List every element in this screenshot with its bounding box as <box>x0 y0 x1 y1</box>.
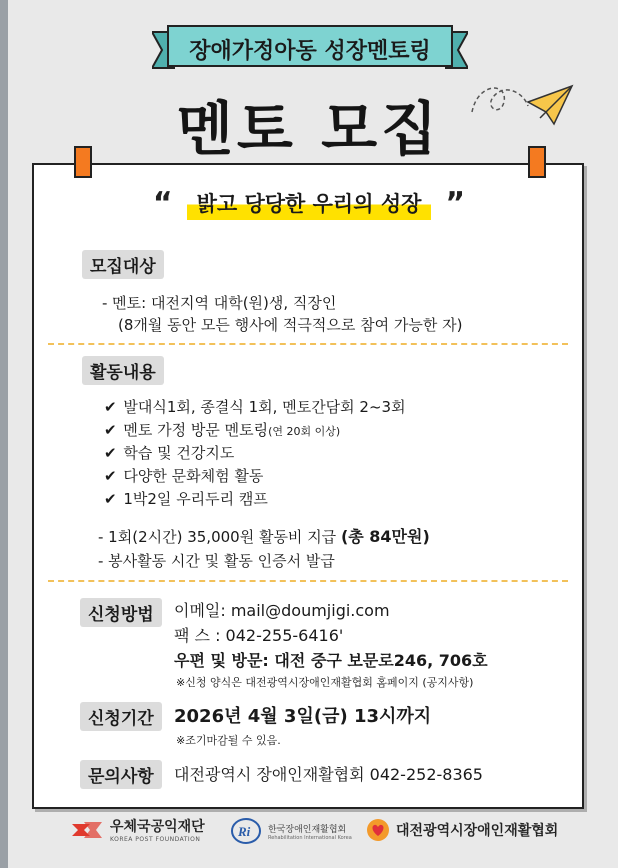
activity-item <box>104 419 340 440</box>
divider-1 <box>48 343 568 345</box>
left-pin <box>74 146 92 178</box>
title-ribbon <box>152 22 468 76</box>
recruit-label: 모집대상 <box>82 250 164 279</box>
check-icon: ✔ <box>104 467 117 485</box>
apply-label: 신청방법 <box>80 598 162 627</box>
ri-mark: Ri <box>238 824 251 839</box>
right-pin <box>528 146 546 178</box>
recruit-line-1: - 멘토: 대전지역 대학(원)생, 직장인 <box>102 294 337 312</box>
contact-text: 대전광역시 장애인재활협회 042-252-8365 <box>174 765 483 784</box>
ribbon-label: 장애가정아동 성장멘토링 <box>189 38 431 64</box>
postal-name: 우체국공익재단 <box>110 819 205 835</box>
period-date: 2026년 4월 3일(금) 13시까지 <box>174 706 432 727</box>
apply-fax: 팩 스 : 042-255-6416' <box>174 626 344 645</box>
slogan <box>0 180 618 226</box>
activities-label: 활동내용 <box>82 356 164 385</box>
recruit-line-2: (8개월 동안 모든 행사에 적극적으로 참여 가능한 자) <box>118 316 463 334</box>
check-icon: ✔ <box>104 490 117 508</box>
volunteer-line: - 봉사활동 시간 및 활동 인증서 발급 <box>98 552 335 570</box>
apply-visit: 우편 및 방문: 대전 중구 보문로246, 706호 <box>174 651 488 670</box>
ri-sub: Rehabilitation International Korea <box>268 834 352 841</box>
activity-note: (연 20회 이상) <box>268 425 341 438</box>
page-title: 멘토 모집 <box>176 95 442 163</box>
footer-logos <box>0 814 618 850</box>
activity-text: 1박2일 우리두리 캠프 <box>123 490 268 508</box>
postal-foundation-logo <box>70 816 205 843</box>
period-note: ※조기마감될 수 있음. <box>176 734 281 747</box>
slogan-text: 밝고 당당한 우리의 성장 <box>187 186 432 220</box>
activity-text: 학습 및 건강지도 <box>123 444 235 462</box>
apply-note: ※신청 양식은 대전광역시장애인재활협회 홈페이지 (공지사항) <box>176 676 474 689</box>
activity-text: 발대식1회, 종결식 1회, 멘토간담회 2~3회 <box>123 398 406 416</box>
postal-logo-icon <box>70 818 104 842</box>
activity-text: 다양한 문화체험 활동 <box>123 467 264 485</box>
pay-line <box>98 524 430 547</box>
activity-text: 멘토 가정 방문 멘토링 <box>123 421 269 439</box>
heart-logo-icon <box>366 818 390 842</box>
ri-korea-logo <box>230 816 352 846</box>
check-icon: ✔ <box>104 398 117 416</box>
apply-email: 이메일: mail@doumjigi.com <box>174 601 390 620</box>
contact-label: 문의사항 <box>80 760 162 789</box>
activity-item <box>104 396 406 417</box>
activity-item <box>104 442 234 463</box>
open-quote: “ <box>152 185 173 221</box>
pay-text: - 1회(2시간) 35,000원 활동비 지급 <box>98 528 341 546</box>
paper-plane-icon <box>468 72 578 142</box>
pay-total: (총 84만원) <box>340 527 430 546</box>
ri-logo-icon <box>230 816 262 846</box>
activity-item <box>104 488 268 509</box>
daejeon-association-logo <box>366 818 558 842</box>
check-icon: ✔ <box>104 444 117 462</box>
daejeon-name: 대전광역시장애인재활협회 <box>396 823 559 839</box>
ri-name: 한국장애인재활협회 <box>268 824 347 835</box>
divider-2 <box>48 580 568 582</box>
check-icon: ✔ <box>104 421 117 439</box>
postal-sub: KOREA POST FOUNDATION <box>110 836 201 843</box>
activity-item <box>104 465 263 486</box>
period-label: 신청기간 <box>80 702 162 731</box>
close-quote: ” <box>445 185 466 221</box>
